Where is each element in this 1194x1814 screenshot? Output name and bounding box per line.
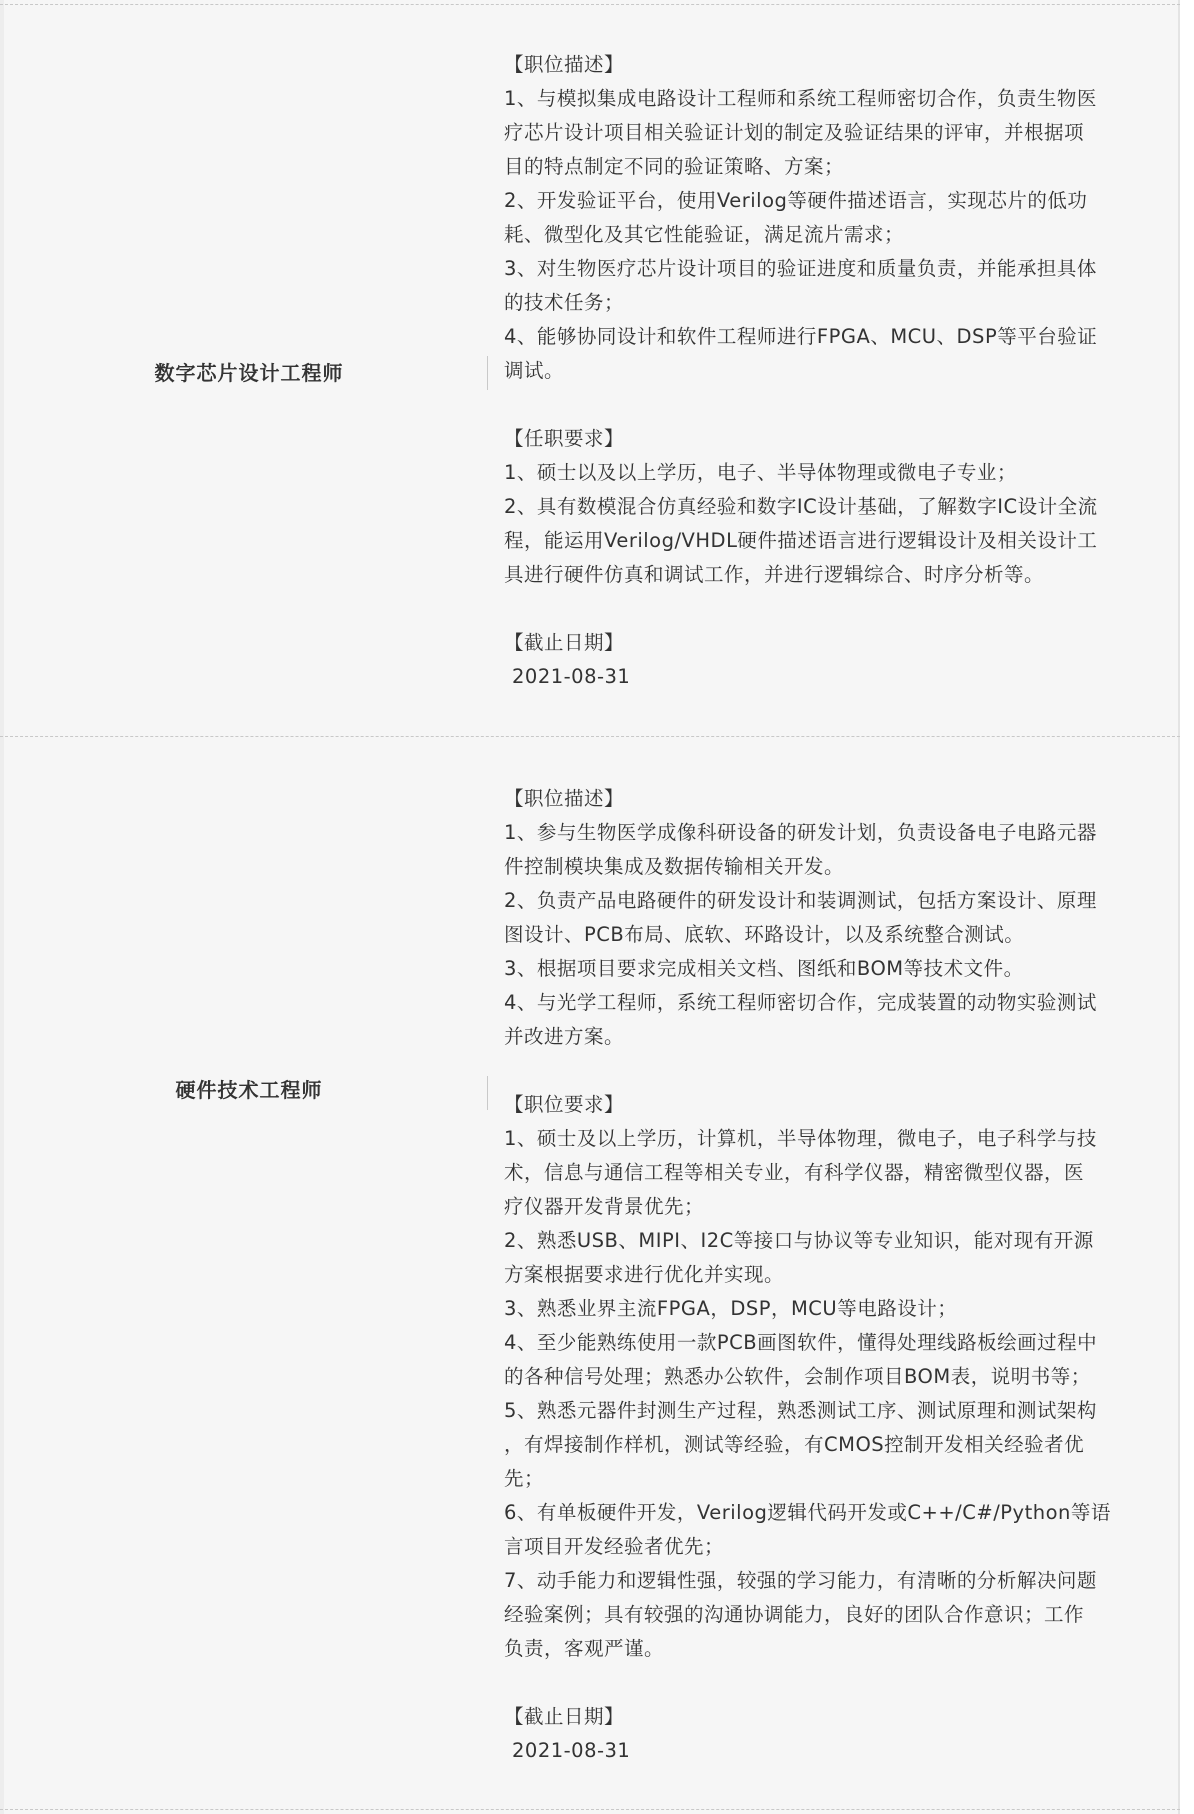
requirements-line: ，有焊接制作样机，测试等经验，有CMOS控制开发相关经验者优	[504, 1433, 1085, 1456]
job-title: 数字芯片设计工程师	[154, 361, 344, 385]
requirements-line: 3、熟悉业界主流FPGA，DSP，MCU等电路设计；	[504, 1297, 958, 1320]
requirements-line: 先；	[504, 1467, 545, 1490]
job-details	[504, 48, 1180, 694]
description-line: 2、开发验证平台，使用Verilog等硬件描述语言，实现芯片的低功	[504, 189, 1088, 212]
description-line: 调试。	[504, 359, 565, 382]
requirements-line: 1、硕士以及以上学历，电子、半导体物理或微电子专业；	[504, 461, 1017, 484]
description-line: 并改进方案。	[504, 1025, 625, 1048]
requirements-line: 6、有单板硬件开发，Verilog逻辑代码开发或C++/C#/Python等语	[504, 1501, 1111, 1524]
description-line: 1、与模拟集成电路设计工程师和系统工程师密切合作，负责生物医	[504, 87, 1097, 110]
description-line: 的技术任务；	[504, 291, 625, 314]
requirements-line: 1、硕士及以上学历，计算机，半导体物理，微电子，电子科学与技	[504, 1127, 1097, 1150]
row-divider	[0, 1809, 1180, 1810]
requirements-heading: 【任职要求】	[504, 427, 625, 450]
requirements-line: 4、至少能熟练使用一款PCB画图软件，懂得处理线路板绘画过程中	[504, 1331, 1098, 1354]
description-line: 图设计、PCB布局、底软、环路设计，以及系统整合测试。	[504, 923, 1025, 946]
requirements-line: 负责，客观严谨。	[504, 1637, 665, 1660]
requirements-line: 2、熟悉USB、MIPI、I2C等接口与协议等专业知识，能对现有开源	[504, 1229, 1094, 1252]
right-margin	[1180, 0, 1194, 1814]
description-line: 3、对生物医疗芯片设计项目的验证进度和质量负责，并能承担具体	[504, 257, 1097, 280]
description-heading: 【职位描述】	[504, 787, 625, 810]
deadline-date: 2021-08-31	[512, 665, 631, 688]
description-line: 目的特点制定不同的验证策略、方案；	[504, 155, 845, 178]
requirements-line: 具进行硬件仿真和调试工作，并进行逻辑综合、时序分析等。	[504, 563, 1045, 586]
description-line: 2、负责产品电路硬件的研发设计和装调测试，包括方案设计、原理	[504, 889, 1097, 912]
description-line: 疗芯片设计项目相关验证计划的制定及验证结果的评审，并根据项	[504, 121, 1085, 144]
requirements-line: 方案根据要求进行优化并实现。	[504, 1263, 785, 1286]
requirements-line: 程，能运用Verilog/VHDL硬件描述语言进行逻辑设计及相关设计工	[504, 529, 1098, 552]
description-line: 1、参与生物医学成像科研设备的研发计划，负责设备电子电路元器	[504, 821, 1097, 844]
description-line: 耗、微型化及其它性能验证，满足流片需求；	[504, 223, 905, 246]
deadline-heading: 【截止日期】	[504, 631, 625, 654]
requirements-line: 疗仪器开发背景优先；	[504, 1195, 705, 1218]
deadline-heading: 【截止日期】	[504, 1705, 625, 1728]
requirements-line: 经验案例；具有较强的沟通协调能力，良好的团队合作意识；工作	[504, 1603, 1085, 1626]
description-line: 件控制模块集成及数据传输相关开发。	[504, 855, 845, 878]
column-separator	[487, 356, 488, 390]
requirements-heading: 【职位要求】	[504, 1093, 625, 1116]
description-line: 3、根据项目要求完成相关文档、图纸和BOM等技术文件。	[504, 957, 1024, 980]
requirements-line: 7、动手能力和逻辑性强，较强的学习能力，有清晰的分析解决问题	[504, 1569, 1097, 1592]
description-line: 4、与光学工程师，系统工程师密切合作，完成装置的动物实验测试	[504, 991, 1097, 1014]
requirements-line: 言项目开发经验者优先；	[504, 1535, 725, 1558]
description-heading: 【职位描述】	[504, 53, 625, 76]
job-title: 硬件技术工程师	[175, 1078, 323, 1102]
job-details	[504, 782, 1180, 1768]
deadline-date: 2021-08-31	[512, 1739, 631, 1762]
requirements-line: 术，信息与通信工程等相关专业，有科学仪器，精密微型仪器，医	[504, 1161, 1085, 1184]
requirements-line: 2、具有数模混合仿真经验和数字IC设计基础，了解数字IC设计全流	[504, 495, 1098, 518]
requirements-line: 的各种信号处理；熟悉办公软件，会制作项目BOM表，说明书等；	[504, 1365, 1091, 1388]
job-row-hardware-engineer	[4, 737, 1178, 1809]
requirements-line: 5、熟悉元器件封测生产过程，熟悉测试工序、测试原理和测试架构	[504, 1399, 1097, 1422]
job-row-digital-chip-engineer	[4, 0, 1178, 736]
description-line: 4、能够协同设计和软件工程师进行FPGA、MCU、DSP等平台验证	[504, 325, 1098, 348]
column-separator	[487, 1076, 488, 1110]
